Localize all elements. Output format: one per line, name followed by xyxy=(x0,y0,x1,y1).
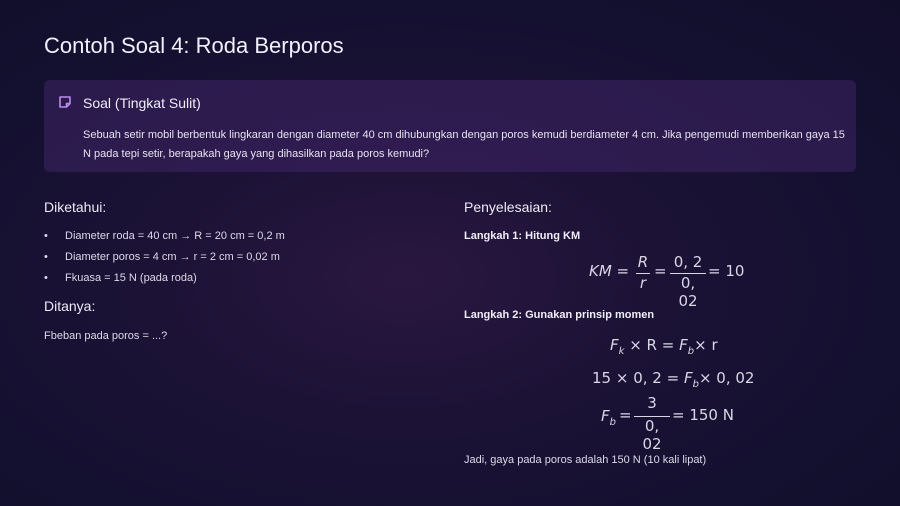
solution-heading: Penyelesaian: xyxy=(464,199,552,215)
final-result: = 150 N xyxy=(672,406,734,424)
bullet-icon: • xyxy=(44,230,48,242)
list-item: • Diameter poros = 4 cm → r = 2 cm = 0,02 m xyxy=(44,251,280,263)
conclusion-text: Jadi, gaya pada poros adalah 150 N (10 kali lipat) xyxy=(464,454,707,466)
km-result: = 10 xyxy=(708,262,745,280)
substitution-equation: 15 × 0, $2 = F_b\times 0$, 02 xyxy=(592,369,755,390)
note-icon xyxy=(58,95,72,109)
bullet-icon: • xyxy=(44,272,48,284)
fraction-result: 3 0, 02 xyxy=(634,394,670,436)
fraction-r: R r xyxy=(637,253,649,292)
step2-title: Langkah 2: Gunakan prinsip momen xyxy=(464,309,655,321)
known-heading: Diketahui: xyxy=(44,199,107,215)
bullet-icon: • xyxy=(44,251,48,263)
asked-text: Fbeban pada poros = ...? xyxy=(44,330,168,342)
fraction-value: 0, 2 0, 02 xyxy=(670,253,706,293)
km-lhs: KM = xyxy=(589,262,630,280)
moment-equation: $F_k \times R = F_b\times r$ xyxy=(610,336,718,357)
problem-text: Sebuah setir mobil berbentuk lingkaran dengan diameter 40 cm dihubungkan dengan poros kemudi berdiameter 4 cm. Jika pengemudi memberikan gaya 15 N pada tepi setir, berapakah gaya yang dihasilkan pada poros kemudi? xyxy=(83,129,845,160)
asked-heading: Ditanya: xyxy=(44,298,96,314)
list-item: • Fkuasa = 15 N (pada roda) xyxy=(44,272,197,284)
problem-heading: Soal (Tingkat Sulit) xyxy=(83,95,201,111)
problem-box xyxy=(44,80,856,172)
list-item: • Diameter roda = 40 cm → R = 20 cm = 0,2 m xyxy=(44,230,285,242)
known-list xyxy=(44,229,285,292)
page-title: Contoh Soal 4: Roda Berporos xyxy=(44,33,344,58)
step1-title: Langkah 1: Hitung KM xyxy=(464,230,581,242)
